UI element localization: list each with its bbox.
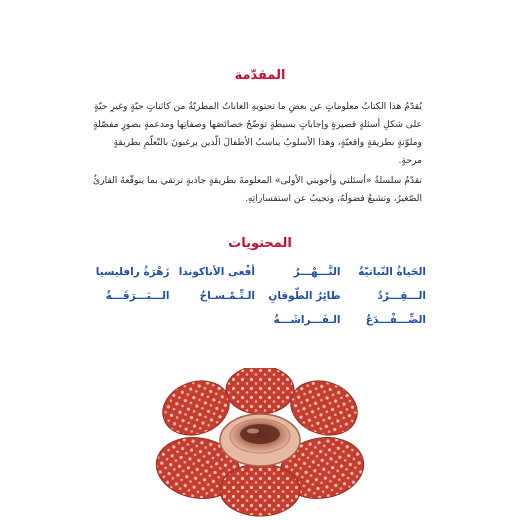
intro-title: المقدّمة [234,68,286,83]
contents-item-frog[interactable]: الضِّـــفْـــدَعُ [365,314,426,326]
intro-paragraph-2: تقدّمُ سلسلةُ «أسئلتي وأجوبتي الأولى» المعلومةَ بطريقةٍ جاذبةٍ ترتقي بما يتوقّعهُ القارئُ الصّغيرُ، وتشبعُ فضولَهُ، وتجيبُ عن استفساراتِهِ. [92,175,422,204]
contents-list [88,264,426,328]
contents-title: المحتويات [228,236,292,251]
contents-item-crocodile[interactable]: الـتِّـمْـسـاحُ [199,290,255,302]
contents-item-monkey[interactable]: الـــقِـــرْدُ [377,290,426,302]
intro-body [92,98,422,210]
rafflesia-flower-icon [150,368,370,518]
contents-item-toucan[interactable]: طائِرُ الطّوقانِ [268,290,341,302]
contents-item-river[interactable]: النَّـــهْـــرُ [293,266,341,278]
contents-item-mosquito[interactable]: الـــبَـــرَقَـــةُ [105,290,170,302]
contents-item-plant-life[interactable]: الحَياةُ النّباتيّةُ [358,266,426,278]
intro-paragraph-1: يُقدّمُ هذا الكتابُ معلوماتٍ عن بعضِ ما تحتويهِ الغاباتُ المطريّةُ من كائناتٍ حيّةٍ وغيرِ حيّةٍ على شكلِ أسئلةٍ قصيرةٍ وإجاباتٍ بسيطةٍ توضّحُ خصائصَها وصفاتِها ومدعمةٍ بصورٍ مفصّلةٍ وملوّنةٍ بطريقةٍ واقعيّةٍ، وهذا الأسلوبُ يناسبُ الأطفالَ الّذين يرغبونَ بالتّعلّمِ بطريقةٍ مرحةٍ. [93,101,422,166]
contents-item-butterfly[interactable]: الـفَـــراشَـــةُ [273,314,341,326]
contents-item-anaconda[interactable]: أفْعى الأناكوندا [178,266,255,278]
contents-item-rafflesia[interactable]: زَهْرَةُ رافليسيا [95,266,170,278]
